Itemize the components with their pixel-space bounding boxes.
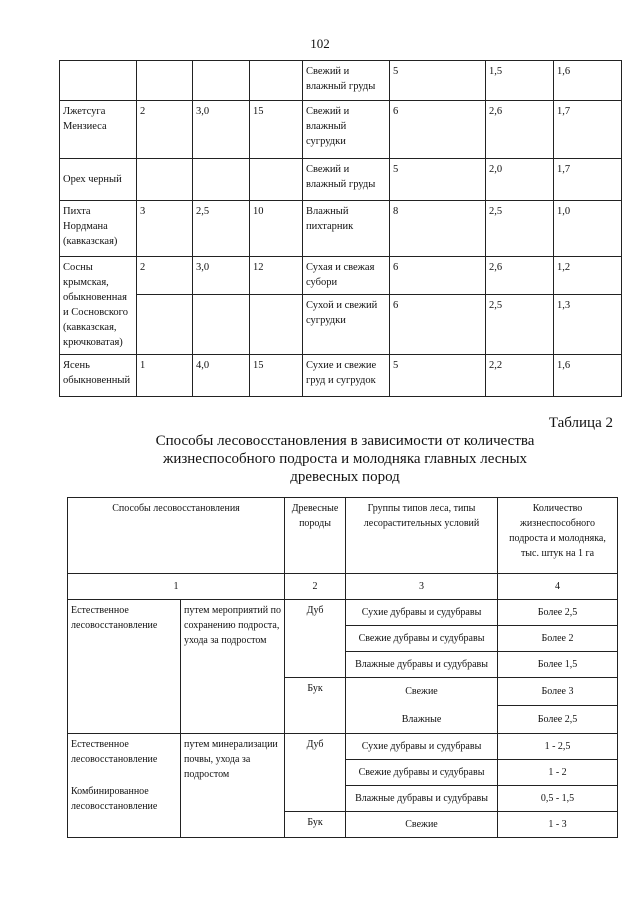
table-cell: 2,0 xyxy=(486,159,554,201)
table-cell: Сухая и свежая субори xyxy=(303,257,390,295)
col-number: 3 xyxy=(346,574,498,600)
table-cell: 10 xyxy=(250,201,303,257)
header-groups: Группы типов леса, типы лесорастительных условий xyxy=(346,498,498,574)
table-row xyxy=(60,257,622,295)
reforestation-table xyxy=(67,497,618,838)
table-cell: Сухой и свежий сугрудки xyxy=(303,295,390,355)
table-cell xyxy=(193,159,250,201)
table-row xyxy=(60,355,622,397)
table-row xyxy=(60,101,622,159)
table-cell xyxy=(137,295,193,355)
qty-cell: 0,5 - 1,5 xyxy=(498,786,618,812)
table-label: Таблица 2 xyxy=(548,415,613,431)
group-cell: Свежие дубравы и судубравы xyxy=(346,626,498,652)
table-row xyxy=(60,201,622,257)
table-cell: 1 xyxy=(137,355,193,397)
table-row xyxy=(60,159,622,201)
method-cell xyxy=(68,734,181,838)
table-cell: Пихта Нордмана (кавказская) xyxy=(60,201,137,257)
table-cell: Влажный пихтарник xyxy=(303,201,390,257)
header-quantity: Количество жизнеспособного подроста и молодняка, тыс. штук на 1 га xyxy=(498,498,618,574)
table-cell: 2,6 xyxy=(486,101,554,159)
table-cell: Лжетсуга Мензиеса xyxy=(60,101,137,159)
table-title xyxy=(120,432,570,486)
method-cell: Естественное лесовосстановление xyxy=(68,600,181,734)
table-cell: 6 xyxy=(390,295,486,355)
table-cell: 15 xyxy=(250,101,303,159)
table-cell xyxy=(60,61,137,101)
table-cell: 5 xyxy=(390,159,486,201)
qty-cell: Более 2 xyxy=(498,626,618,652)
table-cell: 2,2 xyxy=(486,355,554,397)
table-cell: Ясень обыкновенный xyxy=(60,355,137,397)
page-number: 102 xyxy=(310,36,330,51)
qty-cell: 1 - 3 xyxy=(498,812,618,838)
species-table xyxy=(59,60,622,397)
measures-cell: путем минерализации почвы, ухода за подростом xyxy=(181,734,285,838)
qty-cell: Более 2,5 xyxy=(498,706,618,734)
table-cell: 12 xyxy=(250,257,303,295)
table-cell xyxy=(193,295,250,355)
qty-cell: 1 - 2 xyxy=(498,760,618,786)
column-numbers-row xyxy=(68,574,618,600)
table-cell: 1,2 xyxy=(554,257,622,295)
group-cell: Сухие дубравы и судубравы xyxy=(346,734,498,760)
table-cell: 2,6 xyxy=(486,257,554,295)
table-cell xyxy=(250,61,303,101)
table-cell: 3,0 xyxy=(193,101,250,159)
group-cell: Свежие xyxy=(346,812,498,838)
table-cell: 8 xyxy=(390,201,486,257)
qty-cell: Более 3 xyxy=(498,678,618,706)
species-cell: Дуб xyxy=(285,600,346,678)
method-text: Комбинированное лесовосстановление xyxy=(71,786,158,812)
table-cell: 15 xyxy=(250,355,303,397)
table-cell: 3 xyxy=(137,201,193,257)
header-methods: Способы лесовосстановления xyxy=(68,498,285,574)
measures-cell: путем мероприятий по сохранению подроста, ухода за подростом xyxy=(181,600,285,734)
table-cell: 5 xyxy=(390,355,486,397)
table-cell: Сухие и свежие груд и сугрудок xyxy=(303,355,390,397)
table-cell: 3,0 xyxy=(193,257,250,295)
table-cell: Свежий и влажный сугрудки xyxy=(303,101,390,159)
table-cell: 1,5 xyxy=(486,61,554,101)
table-cell: 6 xyxy=(390,257,486,295)
col-number: 1 xyxy=(68,574,285,600)
group-cell: Влажные xyxy=(346,706,498,734)
table-cell: 1,7 xyxy=(554,159,622,201)
table-cell: 1,6 xyxy=(554,355,622,397)
qty-cell: Более 1,5 xyxy=(498,652,618,678)
table-cell: 2,5 xyxy=(486,201,554,257)
table-title-line: древесных пород xyxy=(290,469,400,485)
table-cell: 6 xyxy=(390,101,486,159)
table-row xyxy=(60,295,622,355)
table-cell: 1,6 xyxy=(554,61,622,101)
table-cell: Свежий и влажный груды xyxy=(303,61,390,101)
qty-cell: 1 - 2,5 xyxy=(498,734,618,760)
method-text: Естественное лесовосстановление xyxy=(71,739,158,765)
qty-cell: Более 2,5 xyxy=(498,600,618,626)
table-cell: 1,0 xyxy=(554,201,622,257)
header-species: Древесные породы xyxy=(285,498,346,574)
table-row xyxy=(68,734,618,760)
group-cell: Свежие дубравы и судубравы xyxy=(346,760,498,786)
col-number: 2 xyxy=(285,574,346,600)
table-cell: Сосны крымская, обыкновенная и Сосновского (кавказская, крючковатая) xyxy=(60,257,137,355)
table-title-line: Способы лесовосстановления в зависимости от количества xyxy=(155,433,535,449)
table-row xyxy=(60,61,622,101)
species-cell: Дуб xyxy=(285,734,346,812)
table-cell: 4,0 xyxy=(193,355,250,397)
table-cell: Свежий и влажный груды xyxy=(303,159,390,201)
table-row xyxy=(68,600,618,626)
table-cell: 2,5 xyxy=(486,295,554,355)
group-cell: Влажные дубравы и судубравы xyxy=(346,652,498,678)
group-cell: Сухие дубравы и судубравы xyxy=(346,600,498,626)
group-cell: Свежие xyxy=(346,678,498,706)
table-cell: 5 xyxy=(390,61,486,101)
table-cell xyxy=(137,159,193,201)
table-cell xyxy=(250,159,303,201)
table-cell: 2 xyxy=(137,257,193,295)
table-cell xyxy=(137,61,193,101)
col-number: 4 xyxy=(498,574,618,600)
table-cell: 2 xyxy=(137,101,193,159)
table-cell: 1,3 xyxy=(554,295,622,355)
table-cell: 1,7 xyxy=(554,101,622,159)
table-header-row xyxy=(68,498,618,574)
table-cell: 2,5 xyxy=(193,201,250,257)
table-cell xyxy=(193,61,250,101)
table-title-line: жизнеспособного подроста и молодняка главных лесных xyxy=(162,451,528,467)
table-cell xyxy=(250,295,303,355)
species-cell: Бук xyxy=(285,678,346,734)
species-cell: Бук xyxy=(285,812,346,838)
table-cell: Орех черный xyxy=(60,159,137,201)
group-cell: Влажные дубравы и судубравы xyxy=(346,786,498,812)
